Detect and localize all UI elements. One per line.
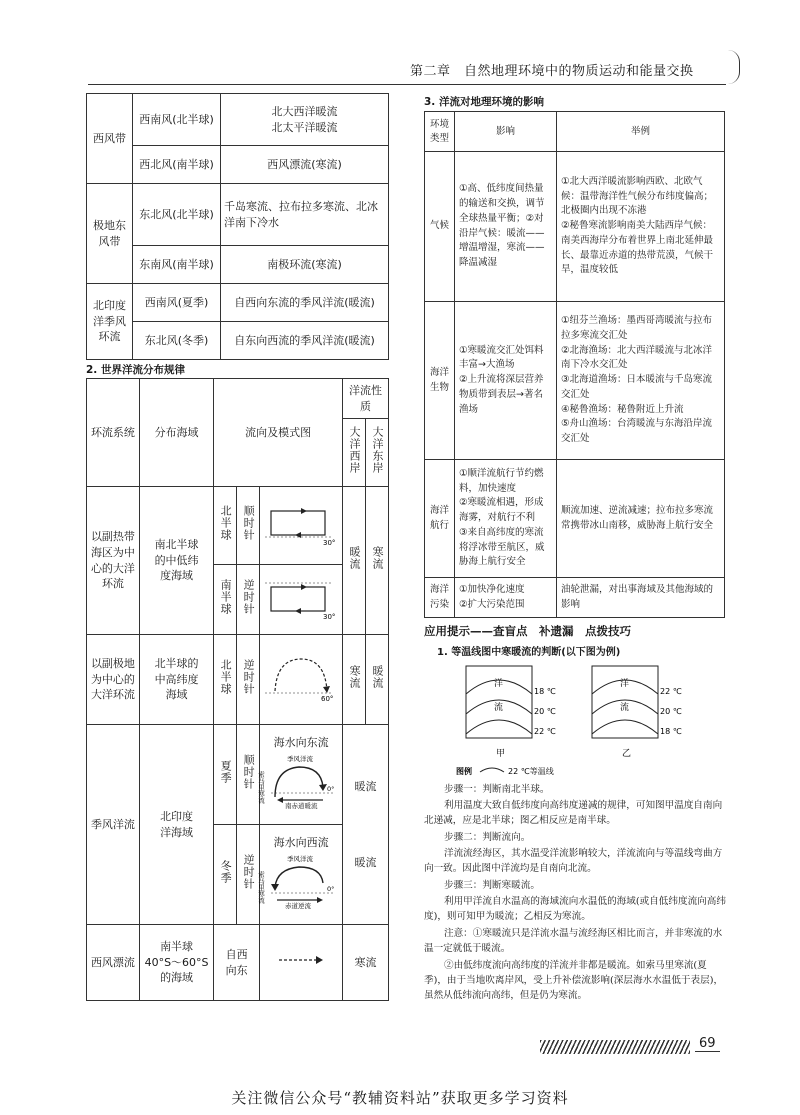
ocean-current-table bbox=[86, 378, 389, 1001]
h-east: 大洋东岸 bbox=[366, 419, 389, 487]
effect-row-pollution bbox=[425, 578, 725, 618]
subtropic-west: 暖流 bbox=[343, 487, 366, 635]
summer-clockwise: 顺时针 bbox=[237, 725, 260, 825]
clockwise-label: 顺时针 bbox=[237, 487, 260, 565]
header-rule bbox=[88, 84, 726, 85]
svg-text:季风洋流: 季风洋流 bbox=[287, 755, 314, 763]
footer-note: 关注微信公众号“教辅资料站”获取更多学习资料 bbox=[231, 1089, 569, 1107]
se-south-current: 南极环流(寒流) bbox=[221, 246, 389, 284]
se-south-cell: 东南风(南半球) bbox=[133, 246, 221, 284]
ocean-effect-table bbox=[424, 111, 725, 618]
svg-text:20 ℃: 20 ℃ bbox=[660, 707, 682, 716]
section2-title: 2. 世界洋流分布规律 bbox=[86, 364, 185, 376]
svg-text:30°: 30° bbox=[323, 613, 336, 622]
step3-title: 步骤三：判断寒暖流。 bbox=[444, 880, 540, 891]
monsoon-area: 北印度 洋海域 bbox=[139, 725, 213, 925]
svg-text:南赤道暖流: 南赤道暖流 bbox=[285, 802, 318, 810]
subtropic-south-diagram bbox=[260, 565, 343, 635]
sw-north-cell: 西南风(北半球) bbox=[133, 94, 221, 146]
note2-text: ②由低纬度流向高纬度的洋流并非都是暖流。如索马里寒流(夏季)，由于当地吹离岸风，受上升补偿流影响(深层海水水温低于表层)，虽然从低纬流向高纬，但是仍为寒流。 bbox=[424, 960, 724, 1002]
diagram-yi bbox=[592, 666, 682, 759]
svg-text:索马里寒流: 索马里寒流 bbox=[257, 771, 266, 804]
isotherm-diagram bbox=[446, 660, 716, 780]
summer-monsoon-diagram bbox=[257, 753, 341, 810]
type-navigation: 海洋航行 bbox=[425, 460, 455, 578]
effect-row-biology bbox=[425, 302, 725, 460]
h-env-type: 环境类型 bbox=[425, 112, 455, 152]
svg-text:22 ℃: 22 ℃ bbox=[660, 687, 682, 696]
step3-text: 利用甲洋流自水温高的海域流向水温低的海域(或自低纬度流向高纬度)，则可知甲为暖流；乙相反为寒流。 bbox=[424, 896, 726, 923]
svg-text:洋: 洋 bbox=[620, 679, 630, 689]
type-climate: 气候 bbox=[425, 152, 455, 302]
subtropic-north-diagram bbox=[260, 487, 343, 565]
subtropic-system: 以副热带 海区为中 心的大洋 环流 bbox=[87, 487, 140, 635]
subpolar-east: 暖流 bbox=[366, 635, 389, 725]
effect-climate: ①高、低纬度间热量的输送和交换，调节全球热量平衡；②对沿岸气候：暖流——增温增湿，寒流——降温减湿 bbox=[455, 152, 557, 302]
westerly-cell: 西风带 bbox=[87, 94, 133, 184]
svg-text:18 ℃: 18 ℃ bbox=[534, 687, 556, 696]
counter-label-2: 逆时针 bbox=[237, 635, 260, 725]
summer-label: 夏季 bbox=[214, 725, 237, 825]
h-nature: 洋流性质 bbox=[343, 379, 389, 419]
diagram-jia bbox=[466, 666, 556, 759]
sw-north-current: 北大西洋暖流 北太平洋暖流 bbox=[221, 94, 389, 146]
step1-text: 利用温度大致自低纬度向高纬度递减的规律，可知图甲温度自南向北递减，应是北半球；图乙相反应是南半球。 bbox=[424, 800, 723, 827]
svg-text:索马里寒流: 索马里寒流 bbox=[257, 871, 266, 904]
subpolar-area: 北半球的 中高纬度 海域 bbox=[139, 635, 213, 725]
h-system: 环流系统 bbox=[87, 379, 140, 487]
monsoon-cell: 北印度 洋季风 环流 bbox=[87, 284, 133, 360]
ne-north-current: 千岛寒流、拉布拉多寒流、北冰洋南下冷水 bbox=[221, 184, 389, 246]
subpolar-diagram bbox=[260, 635, 343, 725]
west-drift-system: 西风漂流 bbox=[87, 925, 140, 1001]
west-drift-direction: 自西 向东 bbox=[214, 925, 260, 1001]
example-navigation: 顺流加速、逆流减速；拉布拉多寒流常携带冰山南移，威胁海上航行安全 bbox=[557, 460, 725, 578]
h-example: 举例 bbox=[557, 112, 725, 152]
ne-winter-cell: 东北风(冬季) bbox=[133, 322, 221, 360]
note1-text: 注意：①寒暖流只是洋流水温与流经海区相比而言，并非寒流的水温一定就低于暖流。 bbox=[424, 928, 723, 955]
example-biology: ①纽芬兰渔场：墨西哥湾暖流与拉布拉多寒流交汇处 ②北海渔场：北大西洋暖流与北冰洋南下冷水交汇处 ③北海道渔场：日本暖流与千岛寒流交汇处 ④秘鲁渔场：秘鲁附近上升流 ⑤舟山渔场：台湾暖流与东海沿岸流交汇处 bbox=[557, 302, 725, 460]
app-subtitle: 1. 等温线图中寒暖流的判断(以下图为例) bbox=[437, 647, 621, 658]
subpolar-system: 以副极地 为中心的 大洋环流 bbox=[87, 635, 140, 725]
isotherm-legend bbox=[456, 766, 554, 776]
chapter-header: 第二章 自然地理环境中的物质运动和能量交换 bbox=[410, 64, 694, 79]
svg-text:洋: 洋 bbox=[494, 679, 504, 689]
svg-text:0°: 0° bbox=[327, 885, 335, 893]
svg-text:赤道逆流: 赤道逆流 bbox=[285, 902, 312, 910]
counterclockwise-gyre-diagram bbox=[265, 573, 337, 621]
winter-label: 冬季 bbox=[214, 825, 237, 925]
west-drift-nature: 寒流 bbox=[343, 925, 389, 1001]
clockwise-gyre-diagram bbox=[265, 499, 337, 547]
section3-title: 3. 洋流对地理环境的影响 bbox=[424, 96, 544, 108]
wind-belt-table bbox=[86, 93, 389, 360]
winter-diagram: 海水向西流 索马里寒流 季风洋流 0° 赤道逆流 bbox=[260, 825, 343, 925]
west-drift-diagram bbox=[260, 925, 343, 1001]
footer-stripe bbox=[540, 1040, 690, 1054]
svg-text:22 ℃: 22 ℃ bbox=[534, 727, 556, 736]
nw-south-cell: 西北风(南半球) bbox=[133, 146, 221, 184]
sw-summer-cell: 西南风(夏季) bbox=[133, 284, 221, 322]
svg-text:18 ℃: 18 ℃ bbox=[660, 727, 682, 736]
monsoon-system: 季风洋流 bbox=[87, 725, 140, 925]
h-west: 大洋西岸 bbox=[343, 419, 366, 487]
svg-text:图例: 图例 bbox=[456, 767, 472, 776]
step2-title: 步骤二：判断流向。 bbox=[444, 832, 531, 843]
north-hemi-2: 北半球 bbox=[214, 635, 237, 725]
counter-label: 逆时针 bbox=[237, 565, 260, 635]
svg-text:0°: 0° bbox=[327, 785, 335, 793]
summer-diagram: 海水向东流 索马里寒流 季风洋流 0° 南赤道暖流 bbox=[260, 725, 343, 825]
type-pollution: 海洋污染 bbox=[425, 578, 455, 618]
svg-text:季风洋流: 季风洋流 bbox=[287, 855, 314, 863]
subtropic-area: 南北半球 的中低纬 度海域 bbox=[139, 487, 213, 635]
subpolar-gyre-diagram bbox=[265, 651, 337, 703]
south-hemi: 南半球 bbox=[214, 565, 237, 635]
svg-text:流: 流 bbox=[494, 703, 504, 713]
effect-pollution: ①加快净化速度 ②扩大污染范围 bbox=[455, 578, 557, 618]
page-number: 69 bbox=[695, 1036, 720, 1052]
monsoon-nature: 暖流 暖流 bbox=[343, 725, 389, 925]
sw-summer-current: 自西向东流的季风洋流(暖流) bbox=[221, 284, 389, 322]
effect-row-climate bbox=[425, 152, 725, 302]
svg-text:60°: 60° bbox=[321, 695, 334, 704]
west-drift-arrow-diagram bbox=[271, 953, 331, 967]
polar-east-cell: 极地东 风带 bbox=[87, 184, 133, 284]
step1-title: 步骤一：判断南北半球。 bbox=[444, 784, 550, 795]
header-ornament bbox=[726, 50, 740, 84]
svg-text:乙: 乙 bbox=[622, 749, 632, 759]
winter-monsoon-diagram bbox=[257, 853, 341, 910]
example-climate: ①北大西洋暖流影响西欧、北欧气候：温带海洋性气候分布纬度偏高；北极圈内出现不冻港 ②秘鲁寒流影响南美大陆西岸气候：南美西海岸分布着世界上南北延伸最长、最靠近赤道的热带荒漠，气候干旱，温度较低 bbox=[557, 152, 725, 302]
svg-text:甲: 甲 bbox=[496, 749, 506, 759]
svg-text:20 ℃: 20 ℃ bbox=[534, 707, 556, 716]
subtropic-east: 寒流 bbox=[366, 487, 389, 635]
ne-winter-current: 自东向西流的季风洋流(暖流) bbox=[221, 322, 389, 360]
effect-biology: ①寒暖流交汇处饵料丰富→大渔场 ②上升流将深层营养物质带到表层→著名渔场 bbox=[455, 302, 557, 460]
type-biology: 海洋生物 bbox=[425, 302, 455, 460]
app-title: 应用提示——查盲点 补遗漏 点拨技巧 bbox=[424, 624, 631, 638]
winter-counter: 逆时针 bbox=[237, 825, 260, 925]
effect-navigation: ①顺洋流航行节约燃料，加快速度 ②寒暖流相遇，形成海雾，对航行不利 ③来自高纬度的寒流将浮冰带至航区，威胁海上航行安全 bbox=[455, 460, 557, 578]
north-hemi: 北半球 bbox=[214, 487, 237, 565]
h-area: 分布海域 bbox=[139, 379, 213, 487]
subpolar-west: 寒流 bbox=[343, 635, 366, 725]
west-drift-area: 南半球 40°S～60°S 的海域 bbox=[139, 925, 213, 1001]
effect-row-navigation bbox=[425, 460, 725, 578]
nw-south-current: 西风漂流(寒流) bbox=[221, 146, 389, 184]
h-effect: 影响 bbox=[455, 112, 557, 152]
ne-north-cell: 东北风(北半球) bbox=[133, 184, 221, 246]
step2-text: 洋流流经海区，其水温受洋流影响较大，洋流流向与等温线弯曲方向一致。因此图中洋流均是自南向北流。 bbox=[424, 848, 723, 875]
svg-text:流: 流 bbox=[620, 703, 630, 713]
h-mode: 流向及模式图 bbox=[214, 379, 343, 487]
example-pollution: 油轮泄漏，对出事海域及其他海域的影响 bbox=[557, 578, 725, 618]
svg-text:30°: 30° bbox=[323, 539, 336, 548]
svg-text:22 ℃等温线: 22 ℃等温线 bbox=[508, 767, 554, 776]
